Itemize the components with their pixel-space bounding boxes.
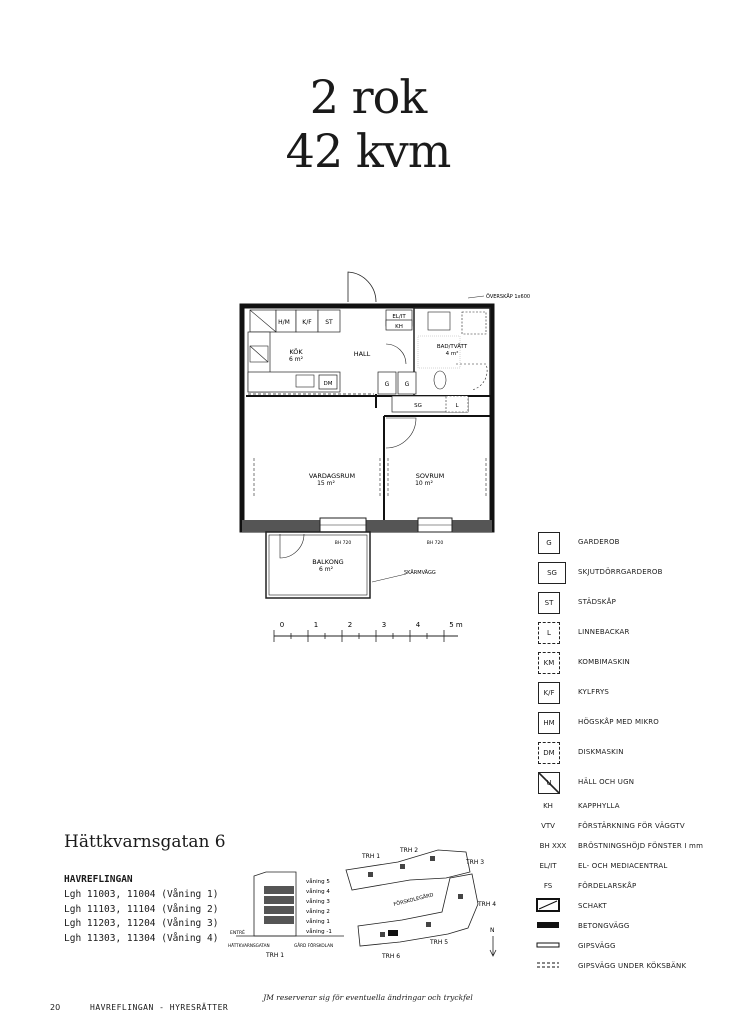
dm-label: DM bbox=[323, 381, 333, 387]
unit-line: Lgh 11303, 11304 (Våning 4) bbox=[64, 932, 219, 944]
title-block bbox=[0, 70, 736, 178]
plaster-under-counter-symbol bbox=[536, 959, 560, 973]
floor-plan bbox=[236, 268, 536, 608]
legend-symbol: HM bbox=[538, 712, 560, 734]
disclaimer: JM reserverar sig för eventuella ändringar och tryckfel bbox=[263, 993, 473, 1002]
street-label: HÄTTKVARNSGATAN bbox=[228, 943, 270, 948]
north-arrow-icon bbox=[490, 936, 496, 956]
g1-label: G bbox=[384, 381, 390, 388]
scale-tick-5: 5 m bbox=[449, 621, 463, 629]
bedroom-name: SOVRUM bbox=[415, 472, 445, 480]
legend-row bbox=[536, 836, 736, 858]
address: Hättkvarnsgatan 6 bbox=[64, 832, 226, 852]
legend-label: KAPPHYLLA bbox=[578, 802, 620, 810]
outer-wall bbox=[242, 306, 492, 530]
balcony-name: BALKONG bbox=[312, 558, 344, 566]
elit-label: EL/IT bbox=[392, 314, 406, 320]
unit-list bbox=[64, 888, 218, 946]
scale-bar bbox=[268, 618, 468, 648]
legend-row bbox=[536, 682, 736, 704]
current-unit-marker bbox=[388, 930, 398, 936]
site-street-label: FÖRSKOLEGÅRD bbox=[393, 892, 435, 908]
legend-label: FÖRSTÄRKNING FÖR VÄGGTV bbox=[578, 822, 685, 830]
legend-symbol: K/F bbox=[538, 682, 560, 704]
bedroom-door bbox=[386, 418, 416, 448]
bath-room-name: BAD/TVÄTT bbox=[436, 344, 468, 350]
section-trh-label: TRH 1 bbox=[266, 952, 285, 959]
balcony-door bbox=[280, 534, 304, 558]
hm-label: H/M bbox=[278, 319, 290, 326]
floor-label-m1: våning -1 bbox=[306, 929, 332, 935]
shower bbox=[456, 364, 487, 390]
kitchen-name: KÖK bbox=[289, 348, 303, 356]
legend-label: FÖRDELARSKÅP bbox=[578, 882, 637, 890]
legend-symbol: G bbox=[538, 532, 560, 554]
legend-row bbox=[536, 712, 736, 734]
legend-symbol: BH XXX bbox=[538, 836, 568, 856]
room-count-title: 2 rok bbox=[309, 70, 427, 124]
footer-brand: HAVREFLINGAN - HYRESRÄTTER bbox=[90, 1003, 229, 1012]
site-trh-3: TRH 3 bbox=[466, 859, 485, 866]
legend-label: GIPSVÄGG UNDER KÖKSBÄNK bbox=[578, 962, 687, 970]
site-plan bbox=[338, 842, 508, 962]
entre-label: ENTRÉ bbox=[230, 931, 245, 936]
legend-row bbox=[536, 856, 736, 878]
legend-label: KYLFRYS bbox=[578, 688, 610, 696]
legend-label: HÖGSKÅP MED MIKRO bbox=[578, 718, 660, 726]
bh-living: BH 720 bbox=[334, 541, 352, 546]
site-trh-1: TRH 1 bbox=[362, 853, 381, 860]
balcony-area: 6 m² bbox=[319, 566, 333, 573]
legend-row bbox=[536, 936, 736, 958]
legend-row bbox=[536, 796, 736, 818]
site-trh-6: TRH 6 bbox=[382, 953, 401, 960]
skarmvagg-label: SKÄRMVÄGG bbox=[404, 570, 436, 576]
legend-symbol: SG bbox=[538, 562, 566, 584]
floor-label-4: våning 4 bbox=[306, 889, 330, 895]
site-trh-5: TRH 5 bbox=[430, 939, 449, 946]
legend-row bbox=[536, 742, 736, 764]
bath-door bbox=[386, 344, 406, 364]
legend-label: EL- OCH MEDIACENTRAL bbox=[578, 862, 668, 870]
floor-label-3: våning 3 bbox=[306, 899, 330, 905]
st-label: ST bbox=[325, 319, 333, 326]
bedroom-area: 10 m² bbox=[415, 480, 433, 487]
legend-label: HÄLL OCH UGN bbox=[578, 778, 635, 786]
scale-tick-0: 0 bbox=[279, 621, 285, 629]
floor-label-2: våning 2 bbox=[306, 909, 330, 915]
legend-row bbox=[536, 876, 736, 898]
scale-tick-1: 1 bbox=[313, 621, 319, 629]
legend-label: SKJUTDÖRRGARDEROB bbox=[578, 568, 663, 576]
legend-row bbox=[536, 816, 736, 838]
bath-room-area: 4 m² bbox=[445, 351, 459, 357]
plaster-wall-symbol bbox=[536, 939, 560, 953]
kh-label: KH bbox=[395, 324, 403, 330]
legend-label: STÄDSKÅP bbox=[578, 598, 616, 606]
kitchen-area: 6 m² bbox=[289, 356, 303, 363]
legend-row bbox=[536, 592, 736, 614]
site-trh-4: TRH 4 bbox=[478, 901, 497, 908]
legend-symbol: KM bbox=[538, 652, 560, 674]
legend-symbol: VTV bbox=[538, 816, 558, 836]
legend-label: BRÖSTNINGSHÖJD FÖNSTER I mm bbox=[578, 842, 704, 850]
g2-label: G bbox=[404, 381, 410, 388]
legend-label: GIPSVÄGG bbox=[578, 942, 616, 950]
north-label: N bbox=[490, 927, 495, 934]
scale-tick-4: 4 bbox=[415, 621, 421, 629]
scale-tick-2: 2 bbox=[347, 621, 353, 629]
legend-row bbox=[536, 772, 736, 794]
legend-label: GARDEROB bbox=[578, 538, 620, 546]
legend-label: BETONGVÄGG bbox=[578, 922, 630, 930]
toilet bbox=[434, 371, 446, 389]
page-number: 20 bbox=[50, 1003, 61, 1012]
yard-label: GÅRD FÖRSKOLAN bbox=[294, 943, 334, 948]
legend-symbol: KH bbox=[538, 796, 558, 816]
legend-row bbox=[536, 896, 736, 918]
legend-row bbox=[536, 916, 736, 938]
unit-line: Lgh 11003, 11004 (Våning 1) bbox=[64, 889, 219, 900]
l-label: L bbox=[455, 403, 459, 409]
legend-row bbox=[536, 652, 736, 674]
concrete-wall-symbol bbox=[536, 919, 560, 933]
legend-label: SCHAKT bbox=[578, 902, 607, 910]
washing-machine bbox=[462, 312, 486, 334]
legend-symbol: EL/IT bbox=[538, 856, 558, 876]
legend-label: KOMBIMASKIN bbox=[578, 658, 630, 666]
overskap-label: ÖVERSKÅP 1x600 bbox=[486, 294, 531, 300]
hall-name: HALL bbox=[353, 350, 371, 358]
project-name: HAVREFLINGAN bbox=[64, 874, 133, 885]
kf-label: K/F bbox=[302, 319, 312, 326]
legend-row bbox=[536, 562, 736, 584]
entry-door bbox=[348, 272, 376, 302]
sink bbox=[296, 375, 314, 387]
legend-symbol: ST bbox=[538, 592, 560, 614]
legend-symbol: L bbox=[538, 622, 560, 644]
building-section bbox=[226, 868, 346, 960]
legend-row bbox=[536, 622, 736, 644]
living-room-name: VARDAGSRUM bbox=[308, 472, 356, 480]
site-trh-2: TRH 2 bbox=[400, 847, 419, 854]
scale-tick-3: 3 bbox=[381, 621, 387, 629]
shaft-symbol bbox=[536, 898, 560, 912]
legend-row bbox=[536, 532, 736, 554]
legend-symbol: DM bbox=[538, 742, 560, 764]
living-room-area: 15 m² bbox=[317, 480, 335, 487]
legend-symbol: FS bbox=[538, 876, 558, 896]
bh-bedroom: BH 720 bbox=[426, 541, 444, 546]
legend-row bbox=[536, 956, 736, 978]
legend-label: DISKMASKIN bbox=[578, 748, 624, 756]
sg-label: SG bbox=[414, 403, 422, 409]
area-title: 42 kvm bbox=[285, 124, 451, 178]
floor-label-1: våning 1 bbox=[306, 919, 330, 925]
bath-sink bbox=[428, 312, 450, 330]
legend-label: LINNEBACKAR bbox=[578, 628, 630, 636]
floor-label-5: våning 5 bbox=[306, 879, 330, 885]
facade-band bbox=[242, 520, 492, 532]
unit-line: Lgh 11103, 11104 (Våning 2) bbox=[64, 903, 219, 915]
unit-line: Lgh 11203, 11204 (Våning 3) bbox=[64, 918, 219, 929]
legend-symbol: U bbox=[538, 772, 560, 794]
